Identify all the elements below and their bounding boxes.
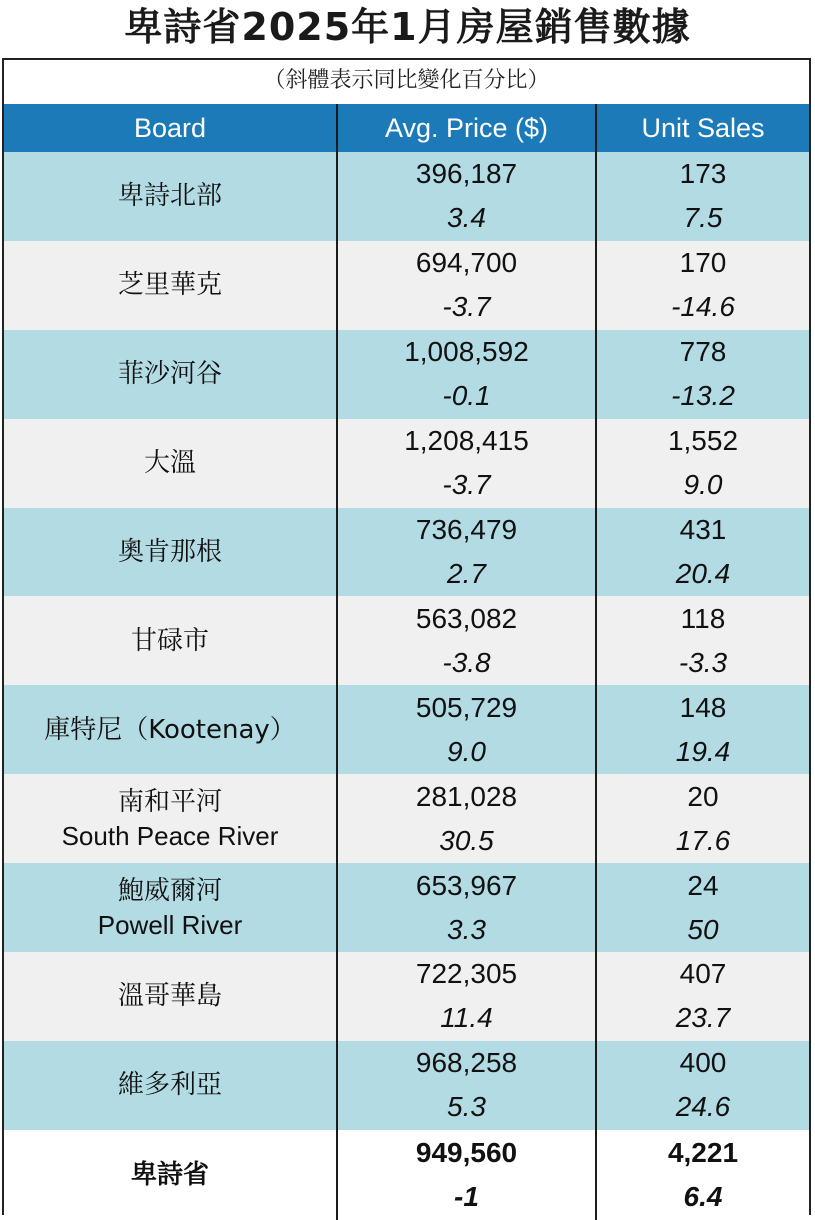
price-cell [336,419,595,508]
avg-price-change: 5.3 [447,1091,486,1123]
price-cell [336,152,595,241]
sales-cell [595,774,809,863]
unit-sales: 24 [687,869,719,901]
unit-sales: 431 [679,514,727,545]
avg-price-change: 30.5 [439,824,494,856]
unit-sales-change: -13.2 [671,380,735,412]
board-name: 奧肯那根 [117,537,222,567]
unit-sales-change: 7.5 [683,202,723,234]
board-cell [4,1041,336,1130]
unit-sales-change: -3.3 [678,646,728,678]
sales-cell [595,952,809,1041]
board-cell [4,508,336,597]
board-name: 鮑威爾河 [117,875,222,906]
price-cell [336,863,595,952]
table-row [4,330,809,419]
avg-price: 968,258 [415,1047,518,1079]
table-row [4,152,809,241]
board-cell [4,419,336,508]
table-row [4,863,809,952]
total-row [4,1130,809,1220]
avg-price-change: 9.0 [447,735,486,767]
price-cell [336,1130,595,1220]
board-name: 菲沙河谷 [117,359,222,390]
board-cell [4,952,336,1041]
board-cell [4,863,336,952]
board-name-en: South Peace River [61,820,279,851]
board-name: 維多利亞 [117,1070,222,1101]
avg-price-change: -3.7 [442,469,491,501]
sales-cell [595,863,809,952]
table-row [4,774,809,863]
avg-price: 949,560 [415,1136,518,1168]
price-cell [336,330,595,419]
unit-sales: 778 [679,336,727,368]
unit-sales-change: 6.4 [683,1180,723,1212]
avg-price: 1,008,592 [404,336,529,368]
unit-sales-change: 20.4 [675,558,731,589]
table-row [4,241,809,330]
price-cell [336,1041,595,1130]
sales-cell [595,596,809,685]
board-cell [4,330,336,419]
avg-price: 396,187 [415,158,518,190]
board-name: 大溫 [143,448,196,479]
price-cell [336,952,595,1041]
board-name-en: Powell River [97,909,243,940]
avg-price-change: 3.3 [447,913,486,945]
avg-price-change: -1 [454,1180,479,1212]
unit-sales: 173 [679,158,727,190]
unit-sales: 118 [680,602,726,634]
board-name: 卑詩省 [130,1159,209,1190]
header-avg-price: Avg. Price ($) [336,104,595,152]
page-title: 卑詩省2025年1月房屋銷售數據 [124,5,691,49]
sales-cell [595,419,809,508]
table-row [4,685,809,774]
board-cell [4,685,336,774]
avg-price-change: 11.4 [440,1002,493,1034]
avg-price-change: -3.7 [442,291,491,323]
avg-price-change: -3.8 [442,646,491,678]
unit-sales: 1,552 [667,425,739,457]
board-cell [4,1130,336,1220]
avg-price: 563,082 [415,602,518,634]
table-header [4,104,809,152]
header-board: Board [133,112,207,143]
avg-price-change: 2.7 [447,558,486,589]
avg-price-change: 3.4 [447,202,486,234]
board-cell [4,152,336,241]
avg-price: 736,479 [415,514,518,545]
avg-price: 694,700 [415,247,518,279]
sales-cell [595,1041,809,1130]
price-cell [336,685,595,774]
table-row [4,1041,809,1130]
unit-sales: 407 [679,958,727,990]
unit-sales: 170 [679,247,727,279]
board-cell [4,596,336,685]
price-cell [336,508,595,597]
table-row [4,419,809,508]
board-name: 卑詩北部 [117,181,222,212]
table-subtitle: （斜體表示同比變化百分比） [263,68,550,93]
unit-sales: 20 [687,780,719,812]
board-name: 甘碌市 [130,625,209,656]
unit-sales: 148 [679,691,727,723]
sales-cell [595,1130,809,1220]
unit-sales: 4,221 [667,1136,739,1168]
unit-sales-change: 23.7 [675,1002,731,1034]
table-body [4,152,809,1220]
avg-price: 653,967 [415,869,518,901]
sales-cell [595,685,809,774]
unit-sales-change: 19.4 [675,735,731,767]
price-cell [336,774,595,863]
table-row [4,952,809,1041]
unit-sales-change: -14.6 [671,291,735,323]
board-name: 庫特尼（Kootenay） [44,714,296,745]
board-name: 溫哥華島 [117,981,222,1012]
unit-sales-change: 9.0 [683,469,723,501]
unit-sales: 400 [679,1047,727,1079]
unit-sales-change: 50 [687,913,719,945]
avg-price: 722,305 [415,958,518,990]
price-cell [336,241,595,330]
data-table [2,58,811,1215]
header-unit-sales: Unit Sales [595,104,809,152]
table-row [4,596,809,685]
unit-sales-change: 24.6 [675,1091,731,1123]
sales-cell [595,152,809,241]
sales-cell [595,508,809,597]
avg-price: 281,028 [415,780,518,812]
price-cell [336,596,595,685]
sales-cell [595,330,809,419]
board-name: 芝里華克 [117,270,222,301]
avg-price-change: -0.1 [442,380,491,412]
avg-price: 1,208,415 [404,425,529,457]
avg-price: 505,729 [415,691,518,723]
unit-sales-change: 17.6 [675,824,731,856]
board-cell [4,774,336,863]
board-name: 南和平河 [117,786,222,817]
board-cell [4,241,336,330]
table-row [4,508,809,597]
sales-cell [595,241,809,330]
